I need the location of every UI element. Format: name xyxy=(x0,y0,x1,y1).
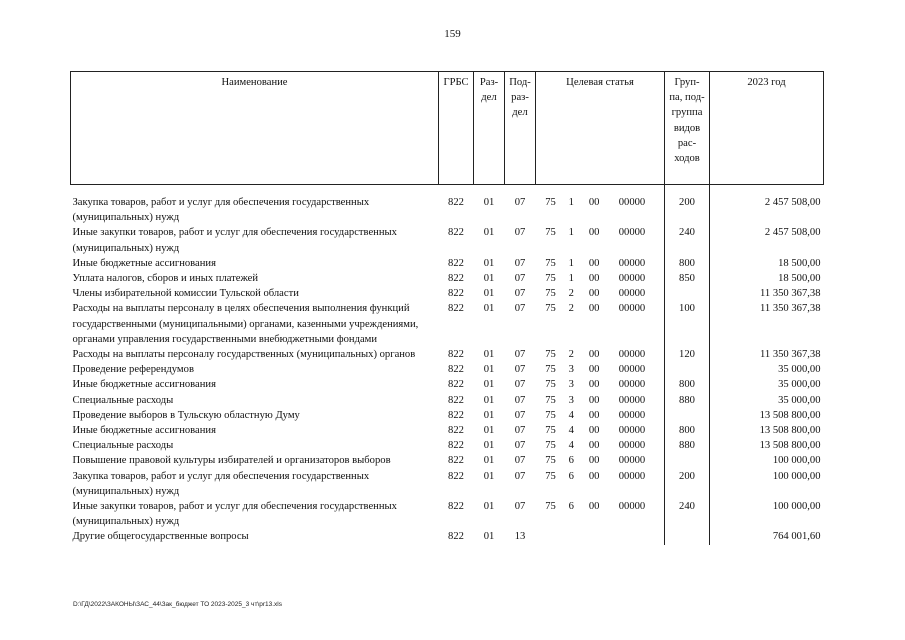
target-part-t4: 00000 xyxy=(618,288,646,300)
row-sum: 35 000,00 xyxy=(710,393,824,408)
row-name: Специальные расходы xyxy=(72,394,174,406)
row-podrazdel: 07 xyxy=(514,227,526,239)
target-part-t3: 00 xyxy=(588,455,600,467)
target-part-t4: 00000 xyxy=(618,409,646,421)
target-part-t1: 75 xyxy=(545,288,556,300)
row-target-article xyxy=(536,393,665,408)
row-target-article xyxy=(536,347,665,362)
target-part-t3: 00 xyxy=(588,288,600,300)
row-grbs: 822 xyxy=(448,455,464,467)
row-name: Специальные расходы xyxy=(72,440,174,452)
row-name: Иные бюджетные ассигнования xyxy=(72,425,216,437)
row-name: Иные бюджетные ассигнования xyxy=(72,257,216,269)
target-part-t1: 75 xyxy=(545,409,556,421)
row-grbs: 822 xyxy=(448,364,464,376)
row-vr: 200 xyxy=(665,195,710,225)
target-part-t2: 6 xyxy=(568,470,574,482)
target-part-t2: 4 xyxy=(568,425,574,437)
row-podrazdel: 13 xyxy=(514,531,526,543)
target-part-t2: 1 xyxy=(568,273,574,285)
row-razdel: 01 xyxy=(483,409,495,421)
row-vr: 800 xyxy=(665,423,710,438)
row-sum: 13 508 800,00 xyxy=(710,423,824,438)
row-grbs: 822 xyxy=(448,394,464,406)
row-razdel: 01 xyxy=(483,470,495,482)
target-part-t4: 00000 xyxy=(618,470,646,482)
row-grbs: 822 xyxy=(448,303,464,315)
target-part-t2: 1 xyxy=(568,257,574,269)
row-razdel: 01 xyxy=(483,440,495,452)
table-spacer-row xyxy=(71,185,824,196)
row-podrazdel: 07 xyxy=(514,303,526,315)
row-podrazdel: 07 xyxy=(514,273,526,285)
target-part-t2: 3 xyxy=(568,364,574,376)
row-podrazdel: 07 xyxy=(514,349,526,361)
row-podrazdel: 07 xyxy=(514,257,526,269)
row-razdel: 01 xyxy=(483,394,495,406)
target-part-t4: 00000 xyxy=(618,273,646,285)
target-part-t4: 00000 xyxy=(618,349,646,361)
row-grbs: 822 xyxy=(448,197,464,208)
row-vr: 880 xyxy=(665,393,710,408)
target-part-t1: 75 xyxy=(545,273,556,285)
row-vr: 880 xyxy=(665,438,710,453)
table-body xyxy=(71,185,824,545)
row-target-article xyxy=(536,453,665,468)
target-part-t1: 75 xyxy=(545,349,556,361)
row-razdel: 01 xyxy=(483,379,495,391)
row-podrazdel: 07 xyxy=(514,501,526,513)
target-part-t4: 00000 xyxy=(618,364,646,376)
row-vr: 240 xyxy=(665,225,710,255)
target-part-t4: 00000 xyxy=(618,227,646,239)
target-part-t1: 75 xyxy=(545,440,556,452)
row-razdel: 01 xyxy=(483,227,495,239)
target-part-t3: 00 xyxy=(588,470,600,482)
target-part-t1: 75 xyxy=(545,227,556,239)
table-row xyxy=(71,347,824,362)
row-grbs: 822 xyxy=(448,425,464,437)
row-podrazdel: 07 xyxy=(514,409,526,421)
row-vr xyxy=(665,286,710,301)
row-vr xyxy=(665,408,710,423)
target-part-t2: 4 xyxy=(568,409,574,421)
row-razdel: 01 xyxy=(483,349,495,361)
target-part-t1: 75 xyxy=(545,379,556,391)
target-part-t4: 00000 xyxy=(618,425,646,437)
table-header-row xyxy=(71,72,824,185)
target-part-t2: 3 xyxy=(568,394,574,406)
target-part-t3: 00 xyxy=(588,394,600,406)
row-sum: 18 500,00 xyxy=(710,271,824,286)
header-vr: Груп- па, под- группа видов рас- ходов xyxy=(665,72,710,185)
row-target-article xyxy=(536,423,665,438)
target-part-t2: 2 xyxy=(568,288,574,300)
row-name: Расходы на выплаты персоналу в целях обеспечения выполнения функций государственными (муниципальными) органами, казенными учреждениями, органами управления государственными внебюджетными фондами xyxy=(72,303,419,345)
row-name: Иные закупки товаров, работ и услуг для обеспечения государственных (муниципальных) нужд xyxy=(72,501,397,528)
table-row xyxy=(71,453,824,468)
target-part-t1: 75 xyxy=(545,425,556,437)
row-name: Закупка товаров, работ и услуг для обеспечения государственных (муниципальных) нужд xyxy=(72,470,370,497)
row-grbs: 822 xyxy=(448,440,464,452)
target-part-t4: 00000 xyxy=(618,197,646,208)
target-part-t1: 75 xyxy=(545,364,556,376)
target-part-t1: 75 xyxy=(545,303,556,315)
table-row xyxy=(71,362,824,377)
header-year: 2023 год xyxy=(710,72,824,185)
row-vr: 800 xyxy=(665,377,710,392)
row-name: Иные бюджетные ассигнования xyxy=(72,379,216,391)
row-vr: 850 xyxy=(665,271,710,286)
table-row xyxy=(71,438,824,453)
row-target-article xyxy=(536,271,665,286)
row-razdel: 01 xyxy=(483,257,495,269)
row-name: Проведение референдумов xyxy=(72,364,194,376)
page-number: 159 xyxy=(444,28,461,40)
row-target-article xyxy=(536,408,665,423)
target-part-t2: 6 xyxy=(568,501,574,513)
target-part-t4: 00000 xyxy=(618,455,646,467)
table-row xyxy=(71,499,824,529)
row-name: Уплата налогов, сборов и иных платежей xyxy=(72,273,259,285)
row-sum: 35 000,00 xyxy=(710,362,824,377)
target-part-t3: 00 xyxy=(588,349,600,361)
row-podrazdel: 07 xyxy=(514,470,526,482)
row-target-article xyxy=(536,377,665,392)
target-part-t1: 75 xyxy=(545,394,556,406)
row-name: Иные закупки товаров, работ и услуг для обеспечения государственных (муниципальных) нужд xyxy=(72,227,397,254)
target-part-t2: 4 xyxy=(568,440,574,452)
row-sum: 11 350 367,38 xyxy=(710,301,824,347)
target-part-t3: 00 xyxy=(588,501,600,513)
target-part-t4: 00000 xyxy=(618,257,646,269)
row-razdel: 01 xyxy=(483,273,495,285)
row-grbs: 822 xyxy=(448,531,464,543)
target-part-t4: 00000 xyxy=(618,379,646,391)
row-razdel: 01 xyxy=(483,288,495,300)
row-podrazdel: 07 xyxy=(514,288,526,300)
row-podrazdel: 07 xyxy=(514,379,526,391)
row-podrazdel: 07 xyxy=(514,394,526,406)
table-row xyxy=(71,469,824,499)
budget-table xyxy=(70,71,824,545)
header-target: Целевая статья xyxy=(536,72,665,185)
row-razdel: 01 xyxy=(483,531,495,543)
target-part-t2: 1 xyxy=(568,227,574,239)
target-part-t3: 00 xyxy=(588,227,600,239)
table-row xyxy=(71,408,824,423)
target-part-t1: 75 xyxy=(545,257,556,269)
target-part-t3: 00 xyxy=(588,425,600,437)
row-target-article xyxy=(536,195,665,225)
table-row xyxy=(71,271,824,286)
row-podrazdel: 07 xyxy=(514,425,526,437)
row-name: Повышение правовой культуры избирателей и организаторов выборов xyxy=(72,455,391,467)
row-razdel: 01 xyxy=(483,501,495,513)
row-vr: 100 xyxy=(665,301,710,347)
row-razdel: 01 xyxy=(483,303,495,315)
row-podrazdel: 07 xyxy=(514,440,526,452)
target-part-t3: 00 xyxy=(588,440,600,452)
row-grbs: 822 xyxy=(448,273,464,285)
row-target-article xyxy=(536,438,665,453)
row-podrazdel: 07 xyxy=(514,197,526,208)
target-part-t2: 6 xyxy=(568,455,574,467)
target-part-t4: 00000 xyxy=(618,440,646,452)
row-vr xyxy=(665,362,710,377)
target-part-t1: 75 xyxy=(545,470,556,482)
row-podrazdel: 07 xyxy=(514,455,526,467)
row-vr: 800 xyxy=(665,256,710,271)
target-part-t2: 2 xyxy=(568,303,574,315)
table-row xyxy=(71,423,824,438)
row-sum: 2 457 508,00 xyxy=(710,225,824,255)
target-part-t3: 00 xyxy=(588,197,600,208)
header-podrazdel: Под- раз- дел xyxy=(505,72,536,185)
target-part-t2: 2 xyxy=(568,349,574,361)
row-sum: 100 000,00 xyxy=(710,453,824,468)
row-target-article xyxy=(536,286,665,301)
row-grbs: 822 xyxy=(448,288,464,300)
header-grbs: ГРБС xyxy=(439,72,474,185)
target-part-t2: 3 xyxy=(568,379,574,391)
row-vr: 120 xyxy=(665,347,710,362)
table-row xyxy=(71,529,824,544)
row-sum: 11 350 367,38 xyxy=(710,347,824,362)
row-razdel: 01 xyxy=(483,425,495,437)
row-name: Члены избирательной комиссии Тульской области xyxy=(72,288,299,300)
row-grbs: 822 xyxy=(448,501,464,513)
target-part-t1: 75 xyxy=(545,197,556,208)
row-vr xyxy=(665,453,710,468)
row-sum: 764 001,60 xyxy=(710,529,824,544)
table-row xyxy=(71,256,824,271)
row-grbs: 822 xyxy=(448,470,464,482)
row-name: Проведение выборов в Тульскую областную Думу xyxy=(72,409,300,421)
row-target-article xyxy=(536,529,665,544)
header-name: Наименование xyxy=(71,72,439,185)
target-part-t4: 00000 xyxy=(618,303,646,315)
row-grbs: 822 xyxy=(448,349,464,361)
row-razdel: 01 xyxy=(483,455,495,467)
header-razdel: Раз- дел xyxy=(474,72,505,185)
row-name: Другие общегосударственные вопросы xyxy=(72,531,249,543)
row-vr: 240 xyxy=(665,499,710,529)
target-part-t3: 00 xyxy=(588,273,600,285)
row-name: Закупка товаров, работ и услуг для обеспечения государственных (муниципальных) нужд xyxy=(72,197,370,224)
row-sum: 2 457 508,00 xyxy=(710,195,824,225)
row-sum: 11 350 367,38 xyxy=(710,286,824,301)
target-part-t1: 75 xyxy=(545,455,556,467)
table-row xyxy=(71,286,824,301)
table-row xyxy=(71,195,824,225)
row-target-article xyxy=(536,301,665,347)
row-razdel: 01 xyxy=(483,197,495,208)
row-podrazdel: 07 xyxy=(514,364,526,376)
row-grbs: 822 xyxy=(448,379,464,391)
row-sum: 100 000,00 xyxy=(710,469,824,499)
row-target-article xyxy=(536,256,665,271)
row-vr: 200 xyxy=(665,469,710,499)
row-target-article xyxy=(536,469,665,499)
target-part-t3: 00 xyxy=(588,364,600,376)
row-sum: 35 000,00 xyxy=(710,377,824,392)
target-part-t4: 00000 xyxy=(618,394,646,406)
target-part-t3: 00 xyxy=(588,303,600,315)
target-part-t3: 00 xyxy=(588,257,600,269)
target-part-t3: 00 xyxy=(588,379,600,391)
row-razdel: 01 xyxy=(483,364,495,376)
target-part-t4: 00000 xyxy=(618,501,646,513)
row-sum: 18 500,00 xyxy=(710,256,824,271)
file-path-footer: D:\ГД\2022\ЗАКОНЫ\ЗАС_44\Зак_бюджет ТО 2023-2025_3 чт\pr13.xls xyxy=(73,601,282,608)
table-row xyxy=(71,393,824,408)
table-row xyxy=(71,377,824,392)
table-row xyxy=(71,301,824,347)
row-vr xyxy=(665,529,710,544)
table-row xyxy=(71,225,824,255)
row-target-article xyxy=(536,362,665,377)
row-grbs: 822 xyxy=(448,409,464,421)
row-sum: 100 000,00 xyxy=(710,499,824,529)
target-part-t2: 1 xyxy=(568,197,574,208)
row-name: Расходы на выплаты персоналу государственных (муниципальных) органов xyxy=(72,349,416,361)
row-grbs: 822 xyxy=(448,257,464,269)
row-target-article xyxy=(536,225,665,255)
row-sum: 13 508 800,00 xyxy=(710,408,824,423)
row-sum: 13 508 800,00 xyxy=(710,438,824,453)
target-part-t1: 75 xyxy=(545,501,556,513)
row-target-article xyxy=(536,499,665,529)
target-part-t3: 00 xyxy=(588,409,600,421)
row-grbs: 822 xyxy=(448,227,464,239)
